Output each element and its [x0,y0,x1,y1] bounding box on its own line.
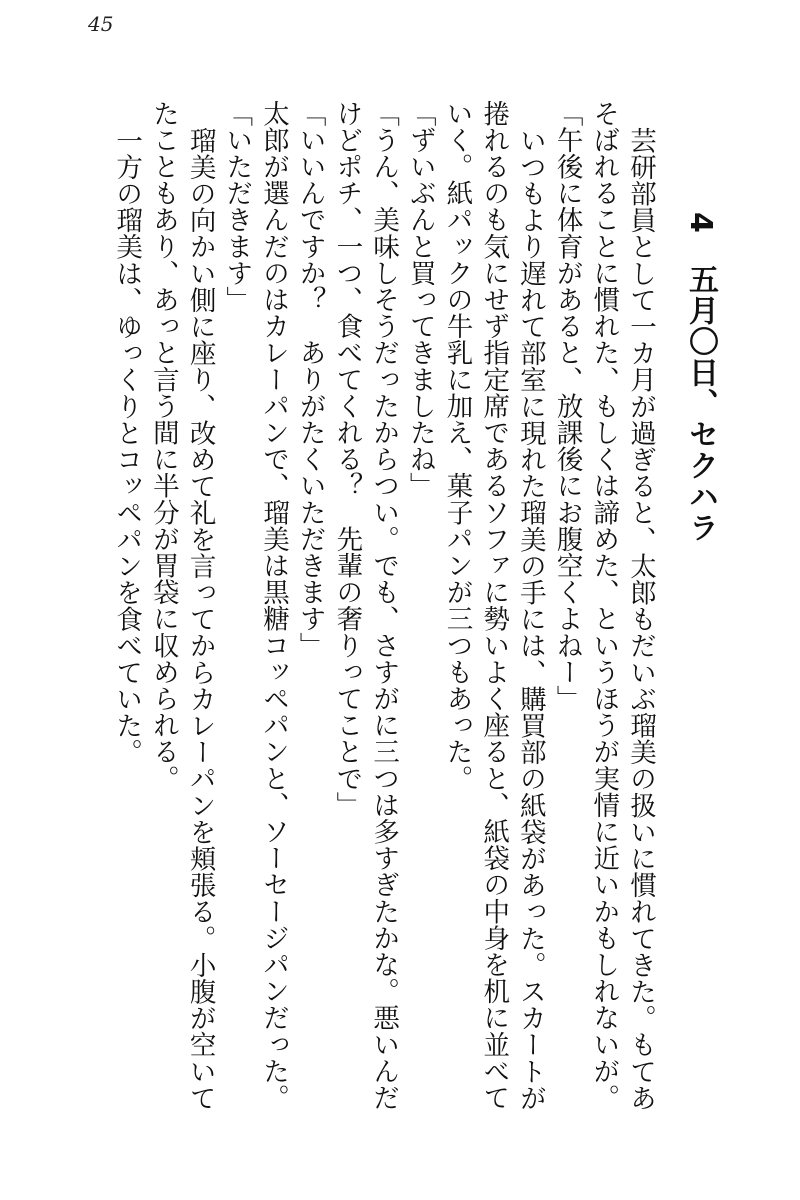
dialogue-line: 「いただきます」 [221,100,253,313]
text-line: たこともあり、あっと言う間に半分が胃袋に収められる。 [147,100,179,792]
chapter-title [682,212,718,632]
text-line: 太郎が選んだのはカレーパンで、瑠美は黒糖コッペパンと、ソーセージパンだった。 [257,100,289,1111]
text-line: 瑠美の向かい側に座り、改めて礼を言ってからカレーパンを頬張る。小腹が空いて [184,126,216,1111]
dialogue-line: 「うん、美味しそうだったからつい。でも、さすがに三つは多すぎたかな。悪いんだ [368,100,400,1111]
dialogue-line: けどポチ、一つ、食べてくれる？ 先輩の奢りってことで」 [331,100,363,819]
body-text [107,100,658,1120]
page-number: 45 [88,12,114,36]
dialogue-line: 「午後に体育があると、放課後にお腹空くよねー」 [551,100,583,712]
text-line: いく。紙パックの牛乳に加え、菓子パンが三つもあった。 [441,100,473,792]
text-line: 芸研部員として一カ月が過ぎると、太郎もだいぶ瑠美の扱いに慣れてきた。もてあ [625,126,656,1111]
text-line: いつもより遅れて部室に現れた瑠美の手には、購買部の紙袋があった。スカートが [514,126,546,1111]
dialogue-line: 「いいんですか？ ありがたくいただきます」 [294,100,326,659]
chapter-title-text: 五月〇日、セクハラ [683,263,718,543]
dialogue-line: 「ずいぶんと買ってきましたね」 [404,100,436,499]
text-line: 捲れるのも気にせず指定席であるソファに勢いよく座ると、紙袋の中身を机に並べて [478,100,510,1111]
chapter-number: 4 [683,212,718,234]
text-line: そばれることに慣れた、もしくは諦めた、というほうが実情に近いかもしれないが。 [588,100,620,1111]
text-line: 一方の瑠美は、ゆっくりとコッペパンを食べていた。 [111,126,143,765]
